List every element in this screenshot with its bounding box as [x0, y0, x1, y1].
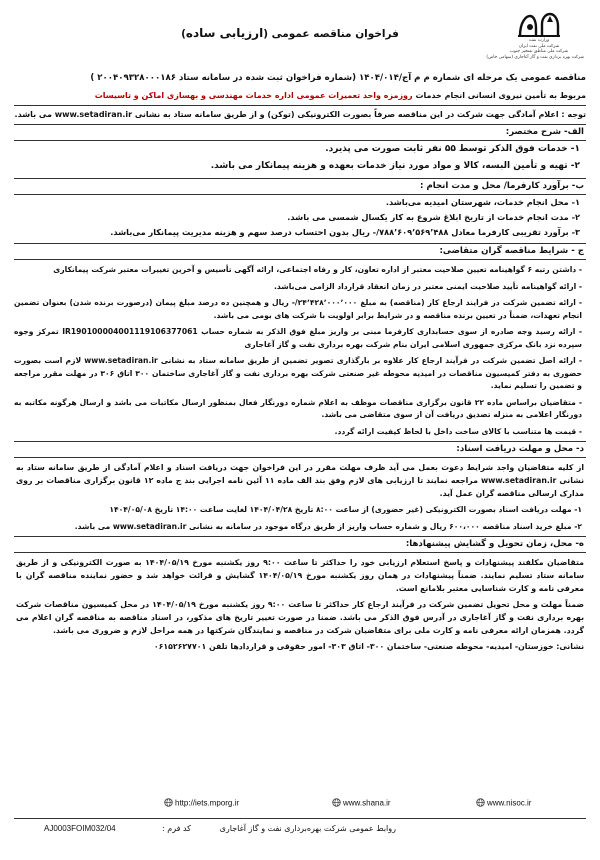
section-b-item: ۲- مدت انجام خدمات از تاریخ ابلاغ شروع به کار یکسال شمسی می باشد.: [287, 212, 580, 222]
section-c-item: - ارائه رسید وجه صادره از سوی حسابداری کارفرما مبنی بر واریز مبلغ فوق الذکر به شماره حساب IR190100004001119106377061 تمرکز وجوه سپرده نزد بانک مرکزی جمهوری اسلامی ایران بنام شرکت بهره برداری نفت و گاز آغاجاری: [14, 327, 583, 349]
globe-icon: [476, 798, 485, 809]
divider: [14, 105, 586, 106]
section-c-item: - ارائه تضمین شرکت در فرایند ارجاع کار (مناقصه) به مبلغ ۲۴٬۴۲۸٬۰۰۰٬۰۰۰/- ریال و همچنین ده درصد مبلغ پیمان (درصورت برنده شدن) بعنوان تضمین انجام تعهدات، ضمناً در تعیین برنده مناقصه و در شرایط برابر اولویت با شرکت های بومی می باشد.: [14, 298, 582, 320]
footer-link-text: http://iets.mporg.ir: [175, 798, 240, 808]
section-e-paragraph: ضمناً مهلت و محل تحویل تضمین شرکت در فرآیند ارجاع کار حداکثر تا ساعت ۹:۰۰ روز یکشنبه مورخ ۱۴۰۴/۰۵/۱۹ در محل کمیسیون مناقصات شرکت بهره برداری نفت و گاز آغاجاری در آدرس فوق الذکر می باشد. ضمنا در صورت تغییر تاریخ های مذکور، در اسناد مناقصه به مناقصه گران اعلام می گردد. همزمان ارائه معرفی نامه و کارت ملی برای متقاضیان شرکت در مناقصه و نمایندگان شرکتها در همه مراحل لازم و ضروری می باشد.: [16, 600, 585, 635]
title-bold: ارزیابی ساده: [185, 26, 264, 40]
section-b-item: ۳- برآورد تقریبی کارفرما معادل ۷۸۸٬۶۰۹٬۵۶۹٬۴۸۸/- ریال بدون احتساب درصد سهم و هزینه مدیریت پیمانکار می‌باشد.: [110, 227, 580, 237]
footer-link-nisoc[interactable]: [476, 798, 531, 809]
section-c-item: - ارائه اصل تضمین شرکت در فرآیند ارجاع کار علاوه بر بارگذاری تصویر تضمین از طریق سامانه ستاد به نشانی www.setadiran.ir لازم است بصورت حضوری به دفتر کمیسیون مناقصات در امیدیه محوطه غیر صنعتی شرکت بهره برداری نفت و گاز آغاجاری ساختمان ۳۰۰ اتاق ۳۰۶ در مهلت مقرر مراجعه و تضمین را تسلیم نماید.: [14, 356, 582, 390]
oil-company-logo-icon: [516, 10, 562, 38]
subject-prefix: مربوط به تأمین نیروی انسانی انجام خدمات: [415, 91, 586, 100]
section-c-item: - داشتن رتبه ۶ گواهینامه تعیین صلاحیت معتبر از اداره تعاون، کار و رفاه اجتماعی، ارائه آگهی تأسیس و آخرین تغییرات معتبر شرکت پیمانکاری: [53, 265, 582, 274]
header: [14, 8, 586, 72]
footer-link-iets[interactable]: [164, 798, 239, 809]
subject-highlight: روزمزه واحد تعمیرات عمومی اداره خدمات مهندسی و بهسازی اماکن و تاسیسات: [94, 91, 413, 100]
section-d-item: ۱- مهلت دریافت اسناد بصورت الکترونیکی (غیر حضوری) از ساعت ۸:۰۰ تاریخ ۱۴۰۴/۰۴/۲۸ لغایت ساعت ۱۴:۰۰ تاریخ ۱۴۰۴/۰۵/۰۸: [109, 505, 582, 514]
section-a-item: ۲- تهیه و تأمین البسه، کالا و مواد مورد نیاز خدمات بعهده و هزینه پیمانکار می باشد.: [210, 161, 580, 171]
footer-link-shana[interactable]: [332, 798, 391, 809]
section-e-paragraph: متقاضیان مکلفند پیشنهادات و پاسخ استعلام ارزیابی خود را حداکثر تا ساعت ۹:۰۰ روز یکشنبه مورخ ۱۴۰۴/۰۵/۱۹ به صورت الکترونیکی و از طریق سامانه ستاد تسلیم نمایند. ضمناً پیشنهادات در همان روز یکشنبه مورخ ۱۴۰۴/۰۵/۱۹ گشایش و قرائت خواهد شد و حضور نماینده مناقصه گران با معرفی نامه و کارت شناسایی معتبر بلامانع است.: [16, 558, 585, 593]
section-d-paragraph: از کلیه متقاضیان واجد شرایط دعوت بعمل می آید ظرف مهلت مقرر در این فراخوان جهت دریافت اسناد و اعلام آمادگی از طریق سامانه ستاد به نشانی www.setadiran.ir مراجعه نمایند تا ارزیابی های لازم وفق بند الف ماده ۱۱ آئین نامه اجرایی بند ج ماده ۱۲ قانون برگزاری مناقصات بر روی مدارک ارسالی مناقصه گران عمل آید.: [16, 463, 584, 498]
section-a-heading: الف- شرح مختصر:: [14, 124, 586, 141]
footer-form-label: کد فرم :: [162, 824, 191, 833]
section-c-heading: ج - شرایط مناقصه گران متقاضی:: [14, 243, 586, 260]
title-prefix: فراخوان مناقصه عمومی (: [263, 28, 399, 40]
footer-department: روابط عمومی شرکت بهره‌برداری نفت و گاز آغاجاری: [219, 824, 396, 833]
logo-line: وزارت نفت: [528, 38, 550, 43]
attention-note: توجه : اعلام آمادگی جهت شرکت در این مناقصه صرفاً بصورت الکترونیکی (توکن) و از طریق سامانه ستاد به نشانی www.setadiran.ir می باشد.: [14, 110, 586, 119]
page-title: [104, 26, 476, 40]
title-suffix: ): [181, 28, 186, 40]
section-c-item: - قیمت ها متناسب با کالای ساخت داخل با لحاظ کیفیت ارائه گردد.: [334, 426, 582, 436]
footer-links: [14, 798, 586, 814]
logo-line: شرکت بهره برداری نفت و گاز آغاجاری (سهامی خاص): [486, 54, 584, 60]
tender-subject: [14, 89, 586, 102]
tender-number: مناقصه عمومی یک مرحله ای شماره م م آج/۱۴۰۴/۰۱۴ (شماره فراخوان ثبت شده در سامانه ستاد ۲۰۰۴۰۹۳۲۸۰۰۰۱۸۶ ): [90, 73, 586, 83]
footer: [14, 818, 586, 842]
footer-link-text: www.nisoc.ir: [487, 798, 532, 808]
section-e-heading: ه- محل، زمان تحویل و گشایش پیشنهادها:: [14, 536, 586, 553]
section-b-heading: ب- برآورد کارفرما/ محل و مدت انجام :: [14, 178, 586, 195]
section-b-item: ۱- محل انجام خدمات، شهرستان امیدیه می‌باشد.: [385, 197, 580, 207]
section-d-heading: د- محل و مهلت دریافت اسناد:: [14, 441, 586, 458]
logo-line: شرکت ملی نفت ایران: [518, 43, 560, 49]
section-c-item: - ارائه گواهینامه تأیید صلاحیت ایمنی معتبر در زمان انعقاد قرارداد الزامی می‌باشد.: [274, 281, 582, 291]
footer-link-text: www.shana.ir: [343, 798, 391, 808]
section-d-item: ۲- مبلغ خرید اسناد مناقصه ۶۰۰،۰۰۰ ریال و شماره حساب واریز از طریق درگاه موجود در سامانه به نشانی www.setadiran.ir می باشد.: [74, 521, 582, 531]
section-a-item: ۱- خدمات فوق الذکر توسط ۵۵ نفر ثابت صورت می پذیرد.: [325, 144, 580, 154]
globe-icon: [164, 798, 173, 809]
company-logo: [486, 10, 584, 60]
section-e-address: نشانی: خوزستان- امیدیه- محوطه صنعتی- ساختمان ۳۰۰- اتاق ۳۰۳- امور حقوقی و قراردادها تلفن ۰۶۱۵۲۶۲۷۷۰۱: [153, 642, 584, 651]
section-c-item: - متقاضیان براساس ماده ۲۲ قانون برگزاری مناقصات موظف به اعلام شماره دورنگار فعال بمنظور ارسال مکاتبات می باشد و ارسال هرگونه مکاتبه به دورنگار اعلامی به منزله تصدیق دریافت آن از سوی متقاضی می باشد.: [14, 397, 582, 419]
tender-notice-page: [14, 8, 586, 848]
globe-icon: [332, 798, 341, 809]
footer-form-code: AJ0003FOIM032/04: [44, 824, 116, 833]
logo-line: شرکت ملی مناطق نفتخیز جنوب: [509, 49, 569, 54]
